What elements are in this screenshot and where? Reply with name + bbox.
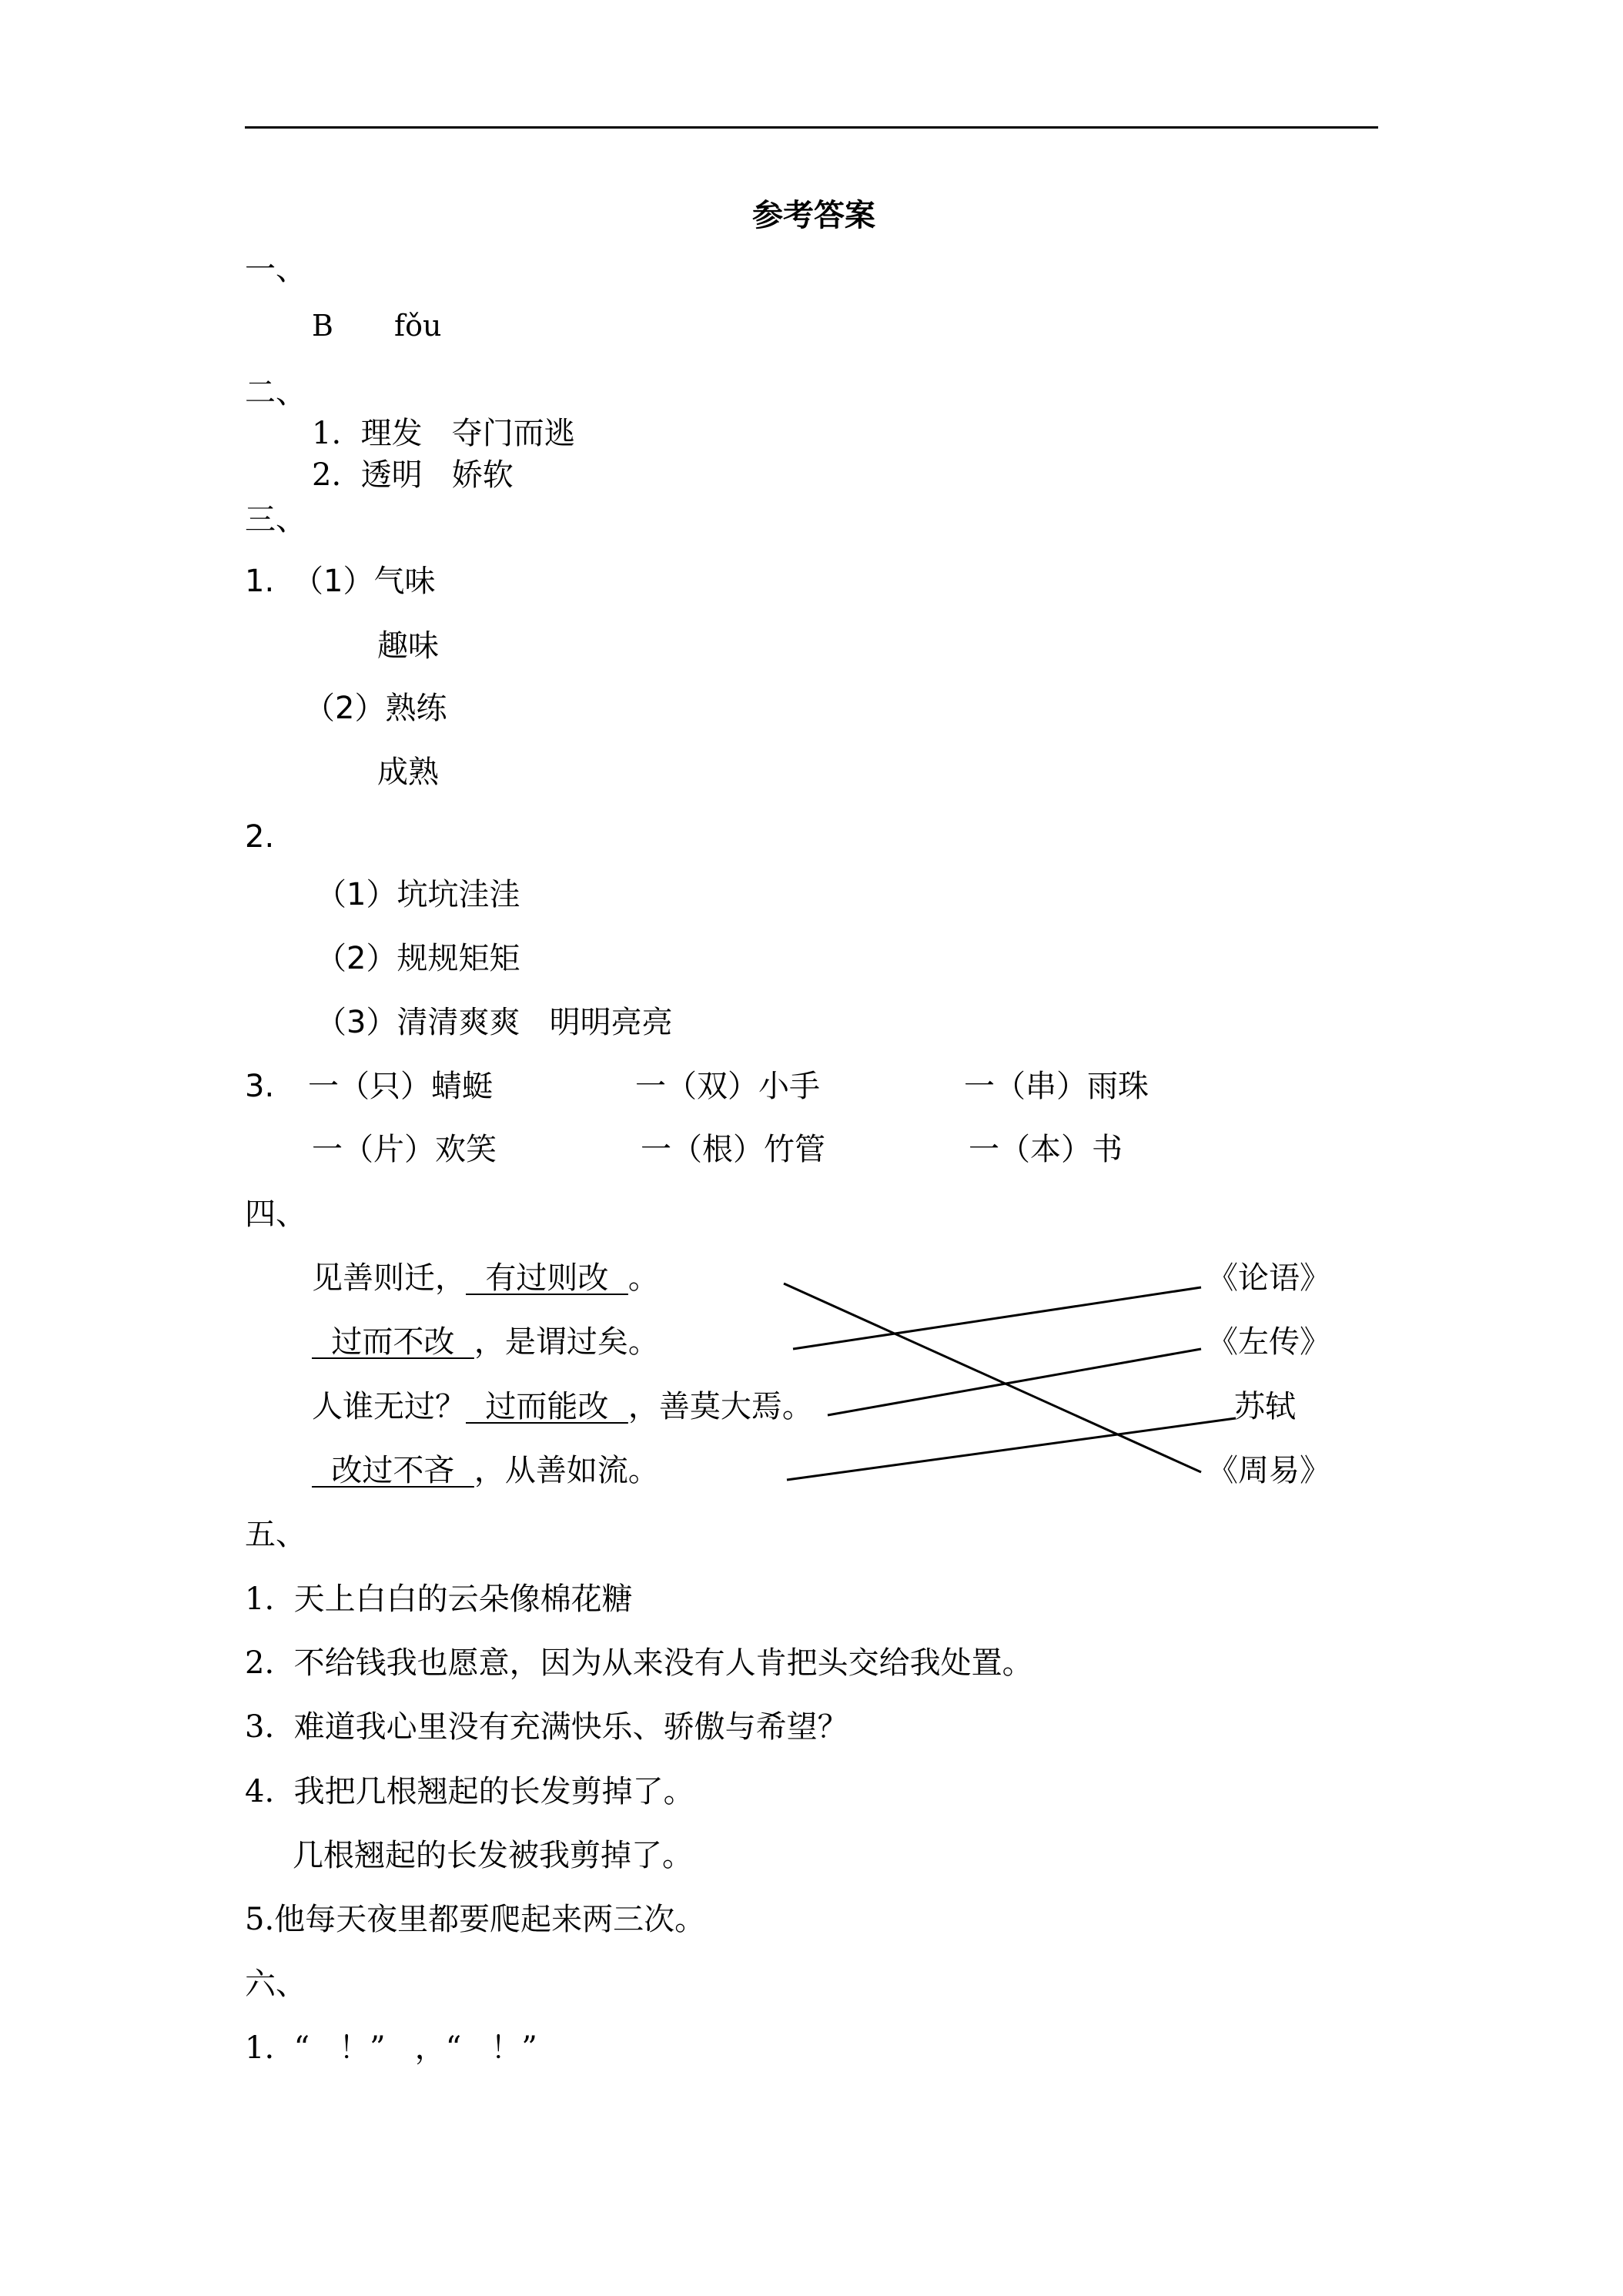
measure-word-item: 一（串）雨珠	[964, 1069, 1149, 1104]
section-3-q1-number: 1.	[245, 564, 275, 599]
section-5-line-3: 3. 难道我心里没有充满快乐、骄傲与希望？	[245, 1709, 848, 1745]
measure-word-item: 一（根）竹管	[641, 1132, 825, 1167]
section-3-q2-part2: （2）规规矩矩	[316, 941, 520, 976]
measure-word-item: 一（只）蜻蜓	[308, 1069, 493, 1104]
section-2-line-1: 1. 理发 夺门而逃	[312, 416, 575, 451]
section-5-line-5: 5.他每天夜里都要爬起来两三次。	[245, 1902, 706, 1937]
proverb-answer: 改过不吝	[312, 1453, 474, 1488]
matching-line	[793, 1287, 1201, 1349]
proverb-text: ，从善如流。	[474, 1453, 659, 1488]
source-label: 苏轼	[1234, 1389, 1296, 1424]
section-3-q1-part1b: 趣味	[377, 628, 439, 664]
proverb-answer: 过而能改	[466, 1389, 628, 1424]
page-title: 参考答案	[752, 198, 875, 233]
section-5-line-1: 1. 天上白白的云朵像棉花糖	[245, 1581, 633, 1617]
measure-word-item: 一（片）欢笑	[312, 1132, 497, 1167]
section-3-heading: 三、	[245, 502, 306, 537]
source-label: 《论语》	[1207, 1260, 1330, 1296]
section-5-line-2: 2. 不给钱我也愿意，因为从来没有人肯把头交给我处置。	[245, 1645, 1033, 1681]
section-2-line-2: 2. 透明 娇软	[312, 457, 514, 493]
section-3-q1-part1: （1）气味	[293, 564, 436, 599]
section-1-answer-letter: B	[312, 309, 333, 343]
proverb-text: 见善则迁，	[312, 1260, 466, 1296]
section-1-heading: 一、	[245, 252, 306, 287]
section-1-answer-pinyin: fǒu	[394, 309, 442, 343]
source-label: 《周易》	[1207, 1453, 1330, 1488]
section-3-q3-number: 3.	[245, 1069, 275, 1104]
proverb-text: 。	[627, 1260, 659, 1296]
section-2-heading: 二、	[245, 375, 306, 410]
section-6-line-1: 1. “ ！” ，“ ！”	[245, 2030, 537, 2066]
section-3-q2-part3: （3）清清爽爽 明明亮亮	[316, 1005, 673, 1040]
section-5-line-4: 4. 我把几根翘起的长发剪掉了。	[245, 1774, 694, 1809]
measure-word-item: 一（双）小手	[635, 1069, 820, 1104]
section-3-q1-part2b: 成熟	[377, 755, 439, 790]
proverb-text: ，善莫大焉。	[627, 1389, 813, 1424]
source-label: 《左传》	[1207, 1324, 1330, 1360]
proverb-text: ，是谓过矣。	[474, 1324, 659, 1360]
proverb-answer: 有过则改	[466, 1260, 628, 1296]
proverb-text: 人谁无过？	[312, 1389, 466, 1424]
proverb-answer: 过而不改	[312, 1324, 474, 1360]
section-4-heading: 四、	[245, 1197, 306, 1232]
section-5-heading: 五、	[245, 1517, 306, 1552]
section-6-heading: 六、	[245, 1966, 306, 2002]
section-5-line-4b: 几根翘起的长发被我剪掉了。	[293, 1838, 693, 1873]
measure-word-item: 一（本）书	[969, 1132, 1123, 1167]
section-3-q1-part2: （2）熟练	[304, 691, 447, 726]
matching-line	[828, 1349, 1201, 1415]
matching-line	[787, 1418, 1236, 1480]
section-3-q2-part1: （1）坑坑洼洼	[316, 877, 520, 912]
matching-line	[784, 1284, 1201, 1472]
section-3-q2-number: 2.	[245, 819, 275, 855]
